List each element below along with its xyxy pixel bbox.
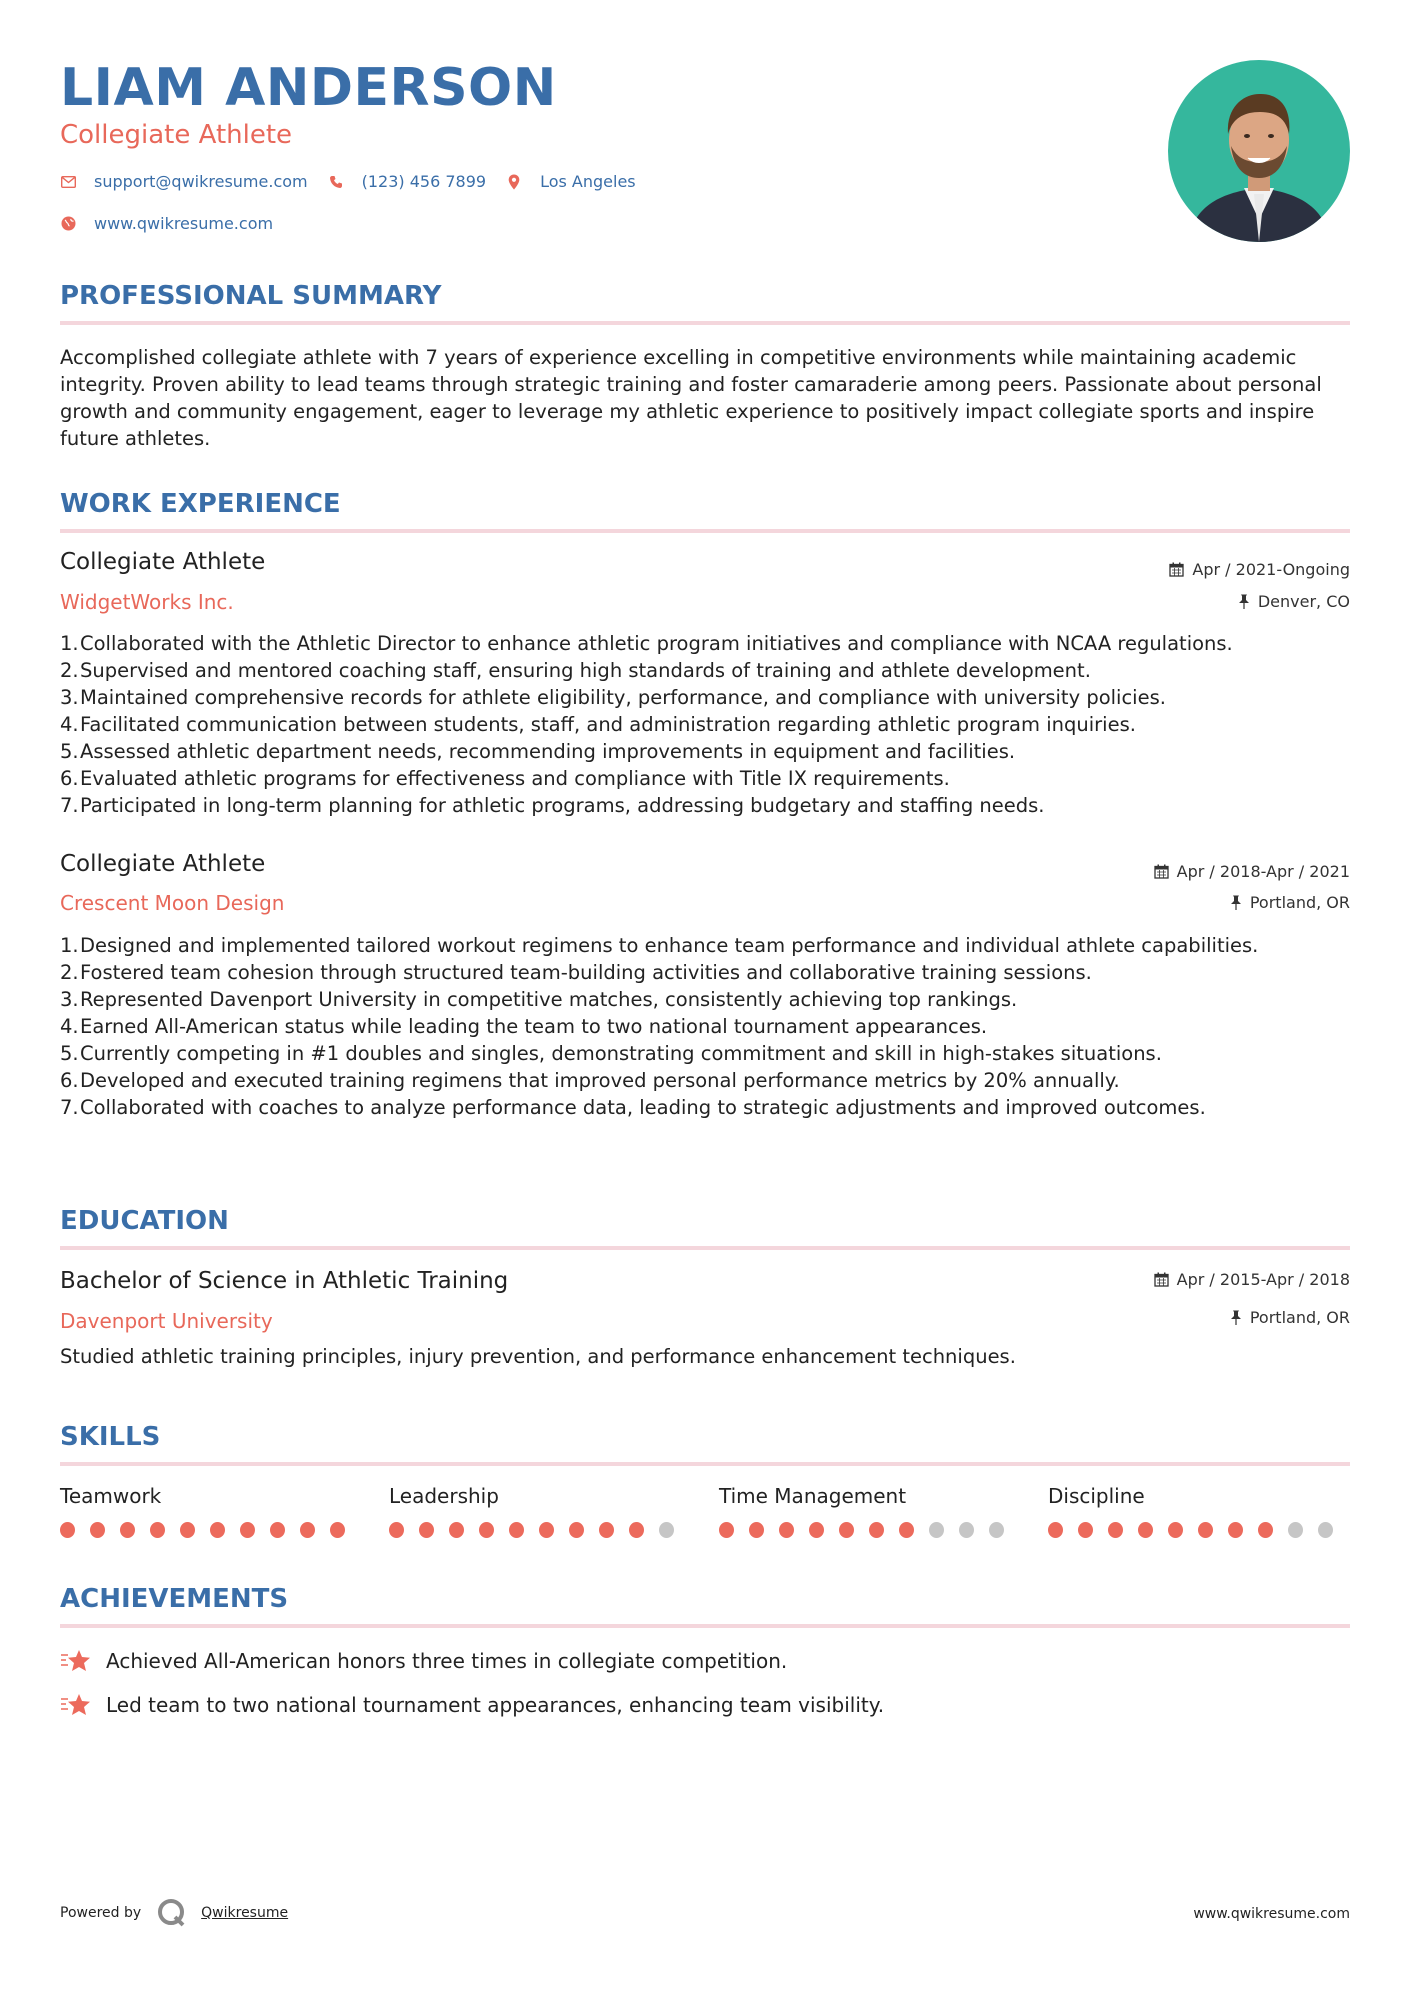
degree-title: Bachelor of Science in Athletic Training xyxy=(60,1268,509,1294)
rating-dot-filled xyxy=(749,1522,764,1538)
rating-dot-filled xyxy=(389,1522,404,1538)
rating-dot-filled xyxy=(509,1522,524,1538)
job-location-text: Portland, OR xyxy=(1249,893,1350,912)
skill-name: Discipline xyxy=(1048,1484,1145,1508)
job-title: Collegiate Athlete xyxy=(60,851,266,877)
candidate-role: Collegiate Athlete xyxy=(60,120,293,150)
qwikresume-link[interactable]: Qwikresume xyxy=(201,1905,289,1921)
list-item: 1. Collaborated with the Athletic Director to enhance athletic program initiatives and compliance with NCAA regulations. xyxy=(60,632,1233,655)
summary-heading: PROFESSIONAL SUMMARY xyxy=(60,281,442,311)
calendar-icon xyxy=(1154,1272,1169,1287)
list-item: 3. Represented Davenport University in competitive matches, consistently achieving top rankings. xyxy=(60,988,1018,1011)
job-location-text: Denver, CO xyxy=(1257,592,1350,611)
rating-dot-filled xyxy=(1168,1522,1183,1538)
list-item: 5. Currently competing in #1 doubles and singles, demonstrating commitment and skill in high-stakes situations. xyxy=(60,1042,1162,1065)
rating-dot-filled xyxy=(180,1522,195,1538)
list-item: 2. Supervised and mentored coaching staff, ensuring high standards of training and athlete development. xyxy=(60,659,1091,682)
skill-time-management xyxy=(719,1484,1019,1538)
skill-teamwork xyxy=(60,1484,360,1538)
star-icon xyxy=(60,1647,92,1675)
pushpin-icon xyxy=(1230,1310,1242,1325)
rating-dot-empty xyxy=(659,1522,674,1538)
envelope-icon xyxy=(60,174,76,190)
skill-name: Time Management xyxy=(719,1484,907,1508)
rating-dot-filled xyxy=(1138,1522,1153,1538)
achievements-heading: ACHIEVEMENTS xyxy=(60,1584,289,1614)
rating-dot-filled xyxy=(899,1522,914,1538)
rating-dot-filled xyxy=(599,1522,614,1538)
rating-dot-filled xyxy=(809,1522,824,1538)
job-bullets xyxy=(60,630,1350,819)
rating-dot-filled xyxy=(629,1522,644,1538)
rating-dot-filled xyxy=(719,1522,734,1538)
footer-powered-by xyxy=(60,1898,288,1928)
contact-website[interactable] xyxy=(60,214,273,233)
star-icon xyxy=(60,1691,92,1719)
list-item: 2. Fostered team cohesion through structured team-building activities and collaborative training sessions. xyxy=(60,961,1092,984)
experience-heading: WORK EXPERIENCE xyxy=(60,489,341,519)
rating-dot-filled xyxy=(1048,1522,1063,1538)
rating-dot-filled xyxy=(449,1522,464,1538)
job-bullets xyxy=(60,932,1350,1121)
education-location-text: Portland, OR xyxy=(1249,1308,1350,1327)
list-item: 5. Assessed athletic department needs, recommending improvements in equipment and facilities. xyxy=(60,740,1016,763)
job-location xyxy=(1238,592,1350,611)
rating-dot-empty xyxy=(989,1522,1004,1538)
rating-dot-filled xyxy=(479,1522,494,1538)
section-divider xyxy=(60,529,1350,533)
candidate-name: LIAM ANDERSON xyxy=(60,58,557,118)
section-divider xyxy=(60,1246,1350,1250)
rating-dot-filled xyxy=(1228,1522,1243,1538)
rating-dot-filled xyxy=(210,1522,225,1538)
skill-name: Leadership xyxy=(389,1484,499,1508)
education-heading: EDUCATION xyxy=(60,1206,229,1236)
rating-dot-filled xyxy=(539,1522,554,1538)
skill-rating xyxy=(60,1522,360,1538)
job-dates xyxy=(1169,560,1350,579)
section-divider xyxy=(60,1462,1350,1466)
list-item: 7. Participated in long-term planning for athletic programs, addressing budgetary and staffing needs. xyxy=(60,794,1045,817)
location-text: Los Angeles xyxy=(540,172,636,191)
section-divider xyxy=(60,1624,1350,1628)
job-dates-text: Apr / 2018-Apr / 2021 xyxy=(1176,862,1350,881)
rating-dot-filled xyxy=(330,1522,345,1538)
job-company: WidgetWorks Inc. xyxy=(60,590,234,614)
education-description: Studied athletic training principles, injury prevention, and performance enhancement techniques. xyxy=(60,1345,1016,1368)
job-location xyxy=(1230,893,1350,912)
rating-dot-empty xyxy=(959,1522,974,1538)
rating-dot-filled xyxy=(869,1522,884,1538)
rating-dot-filled xyxy=(1108,1522,1123,1538)
calendar-icon xyxy=(1169,562,1184,577)
skill-leadership xyxy=(389,1484,689,1538)
list-item: 6. Evaluated athletic programs for effectiveness and compliance with Title IX requirements. xyxy=(60,767,950,790)
achievement-text: Led team to two national tournament appearances, enhancing team visibility. xyxy=(106,1693,885,1717)
contact-location xyxy=(506,172,636,191)
list-item: 7. Collaborated with coaches to analyze performance data, leading to strategic adjustments and improved outcomes. xyxy=(60,1096,1206,1119)
achievement-item xyxy=(60,1691,884,1719)
rating-dot-filled xyxy=(839,1522,854,1538)
job-title: Collegiate Athlete xyxy=(60,549,266,575)
skill-discipline xyxy=(1048,1484,1348,1538)
rating-dot-filled xyxy=(270,1522,285,1538)
summary-text: Accomplished collegiate athlete with 7 years of experience excelling in competitive environments while maintaining academic integrity. Proven ability to lead teams through strategic training and foster camaraderie among peers. Passionate about personal growth and community engagement, eager to leverage my athletic experience to positively impact collegiate sports and inspire future athletes. xyxy=(60,346,1322,450)
email-text: support@qwikresume.com xyxy=(94,172,308,191)
rating-dot-filled xyxy=(90,1522,105,1538)
education-location xyxy=(1230,1308,1350,1327)
rating-dot-filled xyxy=(1078,1522,1093,1538)
contact-phone[interactable] xyxy=(328,172,486,191)
calendar-icon xyxy=(1154,864,1169,879)
rating-dot-filled xyxy=(779,1522,794,1538)
list-item: 1. Designed and implemented tailored workout regimens to enhance team performance and individual athlete capabilities. xyxy=(60,934,1259,957)
list-item: 6. Developed and executed training regimens that improved personal performance metrics by 20% annually. xyxy=(60,1069,1120,1092)
rating-dot-filled xyxy=(1198,1522,1213,1538)
globe-icon xyxy=(60,216,76,232)
achievement-item xyxy=(60,1647,787,1675)
education-dates xyxy=(1154,1270,1350,1289)
school-name: Davenport University xyxy=(60,1309,273,1333)
rating-dot-empty xyxy=(929,1522,944,1538)
avatar xyxy=(1168,60,1350,242)
contact-row xyxy=(60,172,656,191)
skills-heading: SKILLS xyxy=(60,1422,161,1452)
contact-row-website xyxy=(60,214,293,233)
job-dates xyxy=(1154,862,1350,881)
footer-url[interactable]: www.qwikresume.com xyxy=(1193,1906,1350,1922)
qwikresume-logo-icon xyxy=(157,1898,187,1928)
rating-dot-filled xyxy=(150,1522,165,1538)
powered-by-label: Powered by xyxy=(60,1905,142,1921)
rating-dot-empty xyxy=(1318,1522,1333,1538)
education-dates-text: Apr / 2015-Apr / 2018 xyxy=(1176,1270,1350,1289)
skill-rating xyxy=(719,1522,1019,1538)
map-pin-icon xyxy=(506,174,522,190)
rating-dot-filled xyxy=(240,1522,255,1538)
job-company: Crescent Moon Design xyxy=(60,891,285,915)
rating-dot-filled xyxy=(120,1522,135,1538)
website-text: www.qwikresume.com xyxy=(94,214,274,233)
list-item: 4. Facilitated communication between students, staff, and administration regarding athletic program inquiries. xyxy=(60,713,1136,736)
contact-email[interactable] xyxy=(60,172,308,191)
skill-rating xyxy=(389,1522,689,1538)
list-item: 4. Earned All-American status while leading the team to two national tournament appearances. xyxy=(60,1015,988,1038)
skill-rating xyxy=(1048,1522,1348,1538)
list-item: 3. Maintained comprehensive records for athlete eligibility, performance, and compliance with university policies. xyxy=(60,686,1166,709)
pushpin-icon xyxy=(1230,895,1242,910)
section-divider xyxy=(60,321,1350,325)
rating-dot-filled xyxy=(60,1522,75,1538)
pushpin-icon xyxy=(1238,594,1250,609)
rating-dot-filled xyxy=(569,1522,584,1538)
achievement-text: Achieved All-American honors three times in collegiate competition. xyxy=(106,1649,788,1673)
skill-name: Teamwork xyxy=(60,1484,162,1508)
rating-dot-filled xyxy=(419,1522,434,1538)
rating-dot-empty xyxy=(1288,1522,1303,1538)
job-dates-text: Apr / 2021-Ongoing xyxy=(1192,560,1350,579)
phone-text: (123) 456 7899 xyxy=(361,172,487,191)
rating-dot-filled xyxy=(1258,1522,1273,1538)
phone-icon xyxy=(328,174,344,190)
rating-dot-filled xyxy=(300,1522,315,1538)
